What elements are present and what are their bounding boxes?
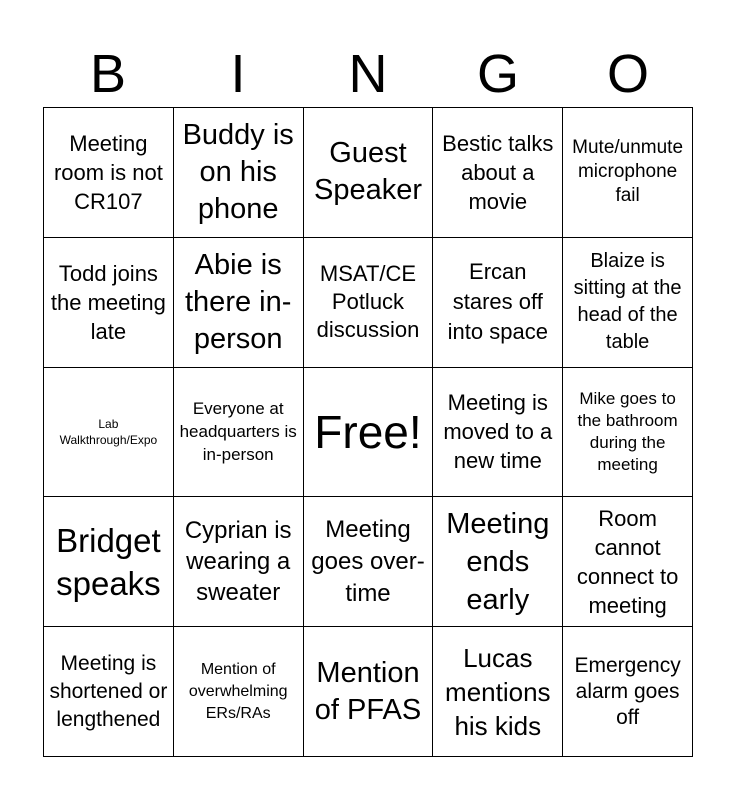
bingo-cell-text: Lucas mentions his kids [445, 642, 551, 741]
bingo-cell[interactable] [173, 108, 303, 238]
bingo-cell[interactable] [44, 108, 174, 238]
bingo-cell-text: Meeting goes over-time [311, 515, 425, 607]
bingo-cell-text: MSAT/CE Potluck discussion [316, 261, 420, 343]
bingo-cell-text: Free! [314, 405, 422, 458]
bingo-cell[interactable] [433, 497, 563, 627]
bingo-header [43, 40, 693, 108]
header-letter-b: B [89, 44, 127, 104]
bingo-cell-text: Mention of overwhelming ERs/RAs [188, 660, 288, 722]
bingo-row [44, 237, 693, 367]
bingo-cell-text: Cyprian is wearing a sweater [184, 517, 292, 607]
bingo-cell-text: Meeting is shortened or lengthened [49, 651, 168, 731]
bingo-cell[interactable] [433, 627, 563, 757]
bingo-cell[interactable] [563, 237, 693, 367]
bingo-cell[interactable] [563, 108, 693, 238]
bingo-cell-text: Bestic talks about a movie [442, 130, 554, 214]
bingo-cell-text: Lab Walkthrough/Expo [59, 416, 158, 447]
bingo-cell[interactable] [303, 108, 433, 238]
header-letter-o: O [606, 44, 649, 104]
bingo-cell[interactable] [303, 237, 433, 367]
bingo-cell-text: Mike goes to the bathroom during the meeting [577, 388, 678, 474]
bingo-cell[interactable] [563, 497, 693, 627]
bingo-cell[interactable] [563, 367, 693, 497]
bingo-board [43, 107, 693, 757]
bingo-cell[interactable] [563, 627, 693, 757]
bingo-row [44, 367, 693, 497]
bingo-cell-text: Room cannot connect to meeting [576, 505, 679, 618]
bingo-cell[interactable] [433, 237, 563, 367]
bingo-row [44, 108, 693, 238]
bingo-cell-text: Ercan stares off into space [447, 259, 548, 345]
bingo-cell-text: Meeting ends early [446, 507, 550, 616]
bingo-cell-text: Buddy is on his phone [182, 118, 294, 225]
bingo-cell[interactable] [303, 367, 433, 497]
bingo-cell[interactable] [173, 497, 303, 627]
bingo-cell-text: Guest Speaker [313, 137, 422, 207]
bingo-cell[interactable] [44, 497, 174, 627]
bingo-row [44, 497, 693, 627]
bingo-cell[interactable] [173, 237, 303, 367]
bingo-cell[interactable] [173, 367, 303, 497]
bingo-cell-text: Bridget speaks [56, 521, 161, 602]
header-letter-n: N [348, 44, 388, 104]
bingo-cell-text: Meeting is moved to a new time [443, 390, 553, 474]
bingo-cell[interactable] [303, 627, 433, 757]
bingo-cell-text: Mention of PFAS [314, 656, 422, 726]
bingo-cell-text: Blaize is sitting at the head of the table [573, 250, 682, 354]
bingo-cell[interactable] [44, 627, 174, 757]
bingo-cell[interactable] [173, 627, 303, 757]
bingo-cell-text: Meeting room is not CR107 [53, 130, 163, 214]
bingo-cell-text: Abie is there in-person [185, 248, 292, 355]
bingo-cell-text: Everyone at headquarters is in-person [179, 399, 297, 465]
bingo-cell[interactable] [433, 108, 563, 238]
bingo-cell-text: Todd joins the meeting late [50, 260, 166, 344]
header-letter-i: I [230, 44, 246, 104]
bingo-cell[interactable] [44, 237, 174, 367]
bingo-cell-text: Mute/unmute microphone fail [572, 137, 684, 207]
bingo-cell[interactable] [303, 497, 433, 627]
header-letter-g: G [476, 44, 519, 104]
bingo-cell[interactable] [44, 367, 174, 497]
bingo-row [44, 627, 693, 757]
bingo-cell-text: Emergency alarm goes off [574, 653, 681, 729]
bingo-cell[interactable] [433, 367, 563, 497]
